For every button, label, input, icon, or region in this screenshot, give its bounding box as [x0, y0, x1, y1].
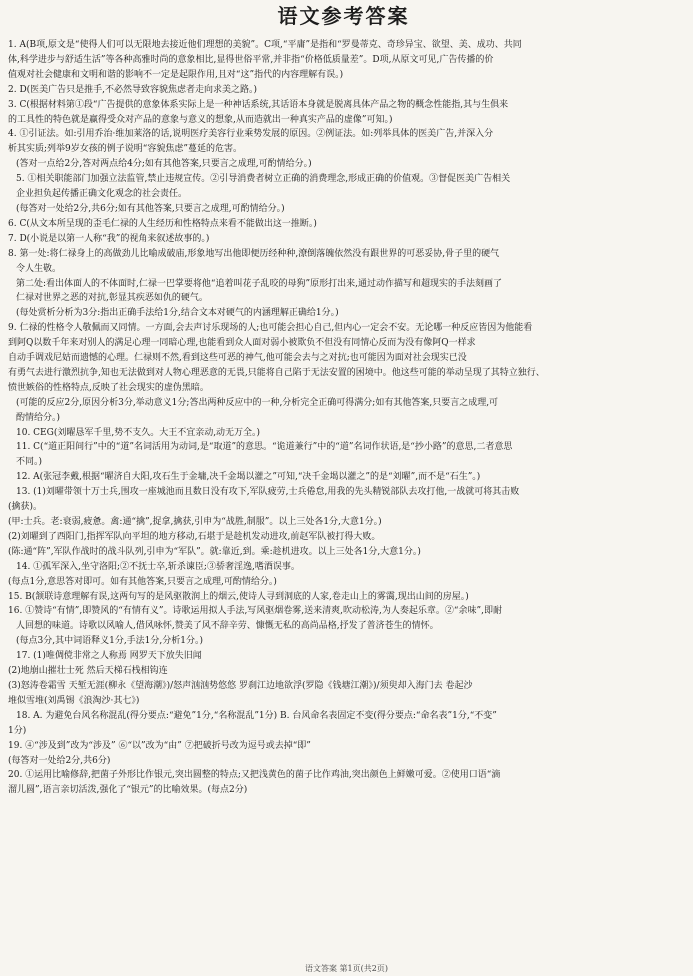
answer-line: 的工具性的特色就是赢得受众对产品的意象与意义的想象,从而造就出一种真实产品的虚像”可知。) [8, 114, 393, 125]
answer-body [8, 38, 679, 798]
answer-line: 9. 仁禄的性格令人敬佩而又同情。一方面,会去声讨乐现场的人;也可能会担心自己,但内心一定会不安。无论哪一种反应皆因为他能看 [8, 323, 533, 334]
answer-line: (擒获)。 [8, 502, 43, 513]
answer-line: 析其实质;列举9岁女孩的例子说明“容貌焦虑”蔓延的危害。 [8, 144, 242, 155]
answer-line: 3. C(根据材料第①段“广告提供的意象体系实际上是一种神话系统,其话语本身就是脱离具体产品之物的概念性能指,其与生俱来 [8, 99, 509, 110]
page-title: 语文参考答案 [277, 4, 410, 28]
answer-line: 溜儿圆”,语言亲切活泼,强化了“银元”的比喻效果。(每点2分) [8, 785, 248, 796]
answer-line: 2. D(医美广告只是推手,不必然导致容貌焦虑者走向求美之路。) [8, 84, 258, 95]
answer-line: 20. ①运用比喻修辞,把菌子外形比作银元,突出圆整的特点;又把浅黄色的菌子比作鸡油,突出颜色上鲜嫩可爱。②使用口语“滴 [8, 770, 501, 781]
answer-line: 14. ①孤军深入,坐守洛阳;②不抚士卒,斩杀谏臣;③骄奢淫逸,嗜酒误事。 [16, 561, 300, 572]
answer-line: 体,科学进步与舒适生活”等各种高雅时尚的意象相比,显得世俗平常,并非指“价格低质量差”。D项,从原文可见,广告传播的价 [8, 54, 494, 65]
answer-line: (2)刘曜到了西阳门,指挥军队向平坦的地方移动,石堪于是趁机发动进攻,前赵军队被打得大败。 [8, 531, 381, 542]
answer-line: 18. A. 为避免台风名称混乱(得分要点:“避免”1分,“名称混乱”1分) B. 台风命名表固定不变(得分要点:“命名表”1分,“不变” [16, 710, 497, 721]
answer-line: 11. C(“道正阳间行”中的“道”名词活用为动词,是“取道”的意思。“诡道兼行”中的“道”名词作状语,是“抄小路”的意思,二者意思 [16, 442, 513, 453]
answer-line: 19. ④“涉及到”改为“涉及” ⑥“以”改为“由” ⑦把破折号改为逗号或去掉“即” [8, 740, 311, 751]
answer-line: (每答对一处给2分,共6分) [8, 755, 111, 766]
page-footer: 语文答案 第1页(共2页) [305, 964, 388, 973]
answer-line: 令人生敬。 [16, 263, 62, 274]
answer-line: (甲:士兵。老:衰弱,疲惫。禽:通“擒”,捉拿,擒获,引申为“战胜,制服”。以上三处各1分,大意1分。) [8, 517, 382, 527]
answer-line: (可能的反应2分,原因分析3分,举动意义1分;答出两种反应中的一种,分析完全正确可得满分;如有其他答案,只要言之成理,可 [16, 397, 499, 408]
answer-line: 5. ①相关职能部门加强立法监管,禁止违规宣传。②引导消费者树立正确的消费理念,形成正确的价值观。③督促医美广告相关 [16, 174, 511, 185]
answer-line: (每点1分,意思答对即可。如有其他答案,只要言之成理,可酌情给分。) [8, 576, 277, 587]
answer-line: (2)地崩山摧壮士死 然后天梯石栈相钩连 [8, 666, 168, 677]
answer-line: (3)怒涛卷霜雪 天堑无涯(柳永《望海潮》)/怒声汹汹势悠悠 罗刹江边地欲浮(罗隐《钱塘江潮》)/须臾却入海门去 卷起沙 [8, 680, 473, 691]
answer-line: 堆似雪堆(刘禹锡《浪淘沙·其七》) [8, 695, 140, 706]
answer-line: (每点3分,其中词语释义1分,手法1分,分析1分。) [16, 636, 204, 647]
answer-line: 值观对社会健康和文明和谐的影响不一定是起限作用,且对“这”指代的内容理解有误。) [8, 69, 344, 80]
answer-line: 第二处:看出体面人的不体面时,仁禄一巴掌要将他“追着叫花子乱咬的母狗”原形打出来,通过动作描写和超现实的手法刻画了 [16, 278, 502, 289]
answer-line: 人回想的味道。诗歌以风喻人,借风咏怀,赞美了风不辞辛劳、慷慨无私的高尚品格,抒发了普济苍生的情怀。 [16, 621, 439, 632]
answer-line: 13. (1)刘曜带领十万士兵,围攻一座城池而且数日没有攻下,军队疲劳,士兵倦怠,用我的先头精锐部队去攻打他,一战就可将其击败 [16, 487, 520, 498]
answer-line: 愤世嫉俗的性格特点,反映了社会现实的虚伪黑暗。 [8, 382, 209, 393]
answer-line: 7. D(小说是以第一人称“我”的视角来叙述故事的。) [8, 233, 210, 244]
answer-line: (答对一点给2分,答对两点给4分;如有其他答案,只要言之成理,可酌情给分。) [16, 159, 312, 170]
answer-line: 仁禄对世界之恶的对抗,彰显其疾恶如仇的硬气。 [16, 293, 208, 304]
answer-line: 企业担负起传播正确文化观念的社会责任。 [16, 189, 188, 200]
answer-line: 不同。) [16, 457, 43, 468]
answer-line: (每答对一处给2分,共6分;如有其他答案,只要言之成理,可酌情给分。) [16, 203, 285, 214]
answer-line: 12. A(张冠李戴,根据“曜济自大阳,攻石生于金墉,决千金堨以灌之”可知,“决千金堨以灌之”的是“刘曜”,而不是“石生”。) [16, 472, 481, 483]
answer-line: 到阿Q以数千年来对别人的满足心理一同暗心理,也能看到众人面对弱小被欺负不但没有同情心反而为没有像阿Q一样求 [8, 338, 476, 349]
answer-line: (每处赏析分析为3分:指出正确手法给1分,结合文本对硬气的内涵理解正确给1分。) [16, 308, 339, 319]
answer-line: 8. 第一处:将仁禄身上的高做劲儿比喻成破庙,形象地写出他即便历经种种,潦倒落魄依然没有跟世界的可恶妥协,骨子里的硬气 [8, 248, 500, 259]
answer-line: 6. C(从文本所呈现的歪毛仁禄的人生经历和性格特点来看不能做出这一推断。) [8, 218, 317, 229]
answer-line: 10. CEG(刘曜恳军千里,势不支久。大王不宜亲动,动无万全。) [16, 427, 261, 438]
answer-line: 自动手调戏尼姑而遗憾的心理。仁禄则不然,看到这些可恶的神气,他可能会去与之对抗;也可能因为面对社会现实已没 [8, 353, 467, 364]
answer-line: 有勇气去进行激烈抗争,知也无法做到对人物心理恶意的无畏,只能将自己陷于无法安置的困境中。他这些可能的举动呈现了其特立独行、 [8, 367, 545, 378]
answer-line: 1分) [8, 725, 27, 736]
answer-line: (陈:通“阵”,军队作战时的战斗队列,引申为“军队”。就:靠近,到。乘:趁机进攻。以上三处各1分,大意1分。) [8, 546, 421, 557]
answer-line: 16. ①赞诗“有情”,即赞风的“有情有义”。诗歌运用拟人手法,写风驱烟卷雾,送来清爽,吹动松涛,为人奏起乐章。②“余味”,即耐 [8, 606, 502, 617]
answer-line: 4. ①引证法。如:引用乔治·维加莱洛的话,说明医疗美容行业乘势发展的原因。②例证法。如:列举具体的医美广告,并深入分 [8, 129, 494, 140]
answer-line: 17. (1)唯倜傥非常之人称焉 网罗天下放失旧闻 [16, 651, 202, 662]
answer-line: 1. A(B项,原文是“使得人们可以无限地去接近他们理想的美貌”。C项,“平庸”是指和“罗曼蒂克、奇珍异宝、欲望、美、成功、共同 [8, 40, 522, 50]
answer-line: 酌情给分。) [16, 412, 61, 423]
answer-line: 15. B(颔联诗意理解有误,这两句写的是风驱散润上的烟云,使诗人寻到洞底的人家,卷走山上的雾霭,现出山间的房屋。) [8, 591, 469, 602]
